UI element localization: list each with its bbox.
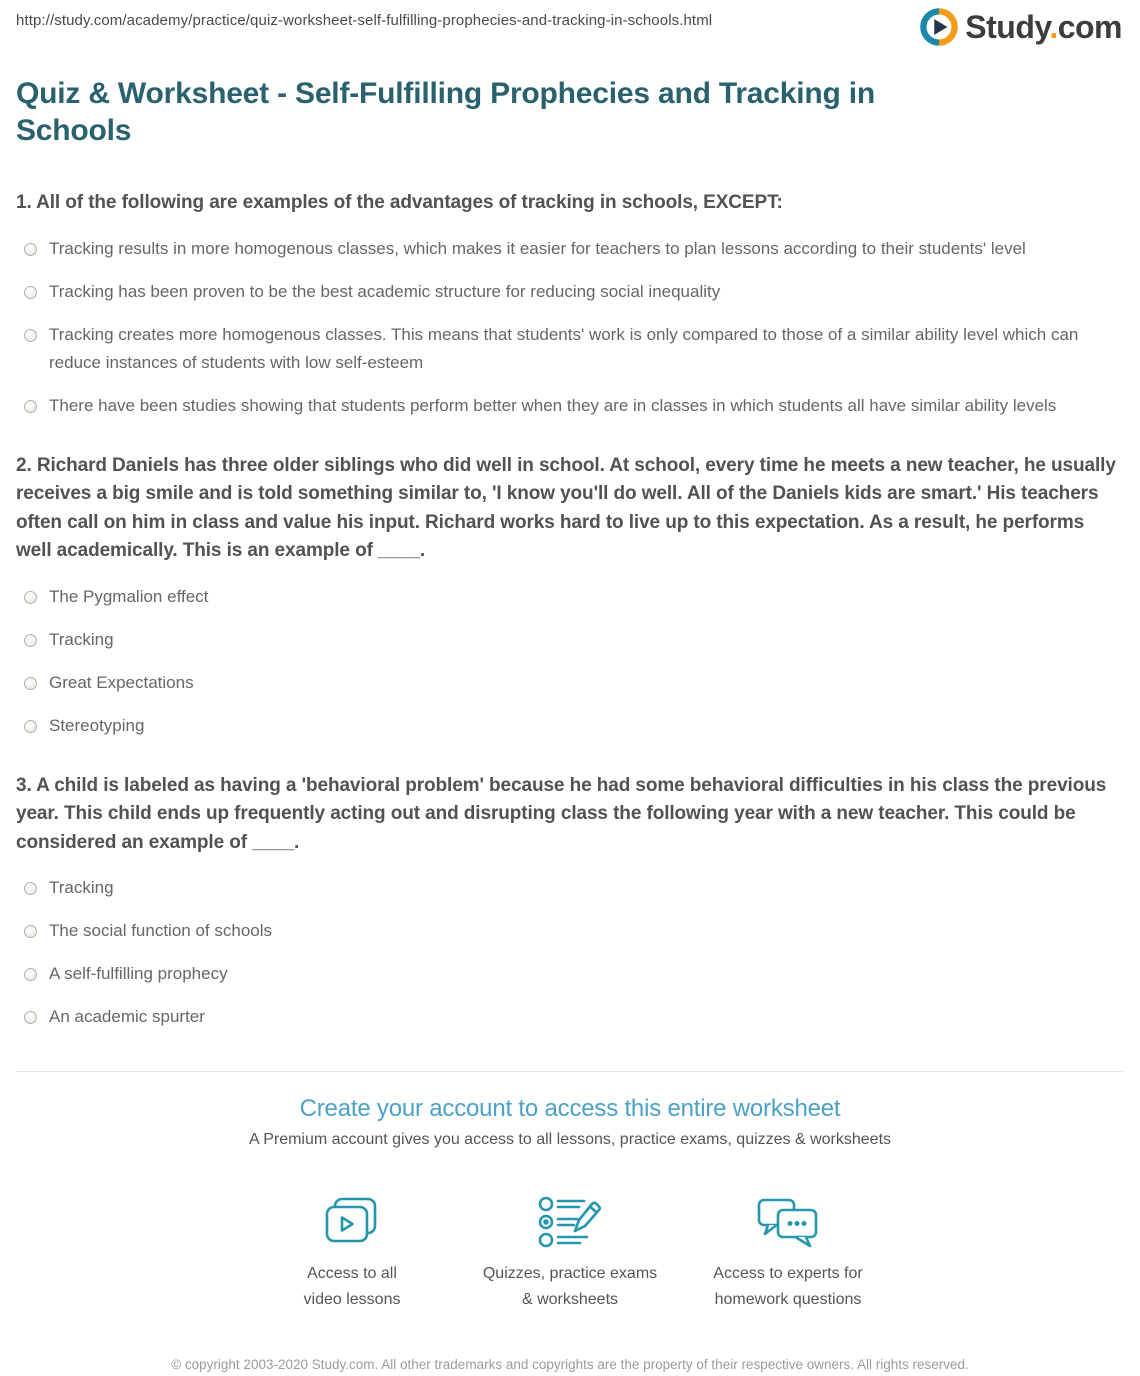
answer-option[interactable]: A self-fulfilling prophecy (16, 960, 1124, 988)
answer-option[interactable]: Tracking has been proven to be the best academic structure for reducing social inequality (16, 278, 1124, 306)
feature-list (16, 1189, 1124, 1313)
studycom-logo-icon (920, 8, 958, 46)
answer-option[interactable]: The social function of schools (16, 917, 1124, 945)
answer-option[interactable]: The Pygmalion effect (16, 583, 1124, 611)
radio-button[interactable] (24, 720, 37, 733)
page-title: Quiz & Worksheet - Self-Fulfilling Prophecies and Tracking in Schools (16, 77, 876, 147)
options-list (16, 874, 1124, 1031)
options-list (16, 235, 1124, 420)
question-prompt: 3. A child is labeled as having a 'behavioral problem' because he had some behavioral difficulties in his class the previous year. This child ends up frequently acting out and disrupting class the following year with a new teacher. This could be considered an example of ____. (16, 774, 1107, 853)
cta-heading: Create your account to access this entire worksheet (299, 1095, 841, 1122)
answer-option[interactable]: Tracking (16, 626, 1124, 654)
feature-label: Access to experts for homework questions (713, 1265, 863, 1308)
answer-option[interactable]: An academic spurter (16, 1003, 1124, 1031)
page-url: http://study.com/academy/practice/quiz-worksheet-self-fulfilling-prophecies-and-tracking-in-schools.html (16, 12, 713, 29)
radio-button[interactable] (24, 968, 37, 981)
radio-button[interactable] (24, 634, 37, 647)
chat-experts-icon (679, 1189, 897, 1251)
answer-option[interactable]: Tracking creates more homogenous classes. This means that students' work is only compared to those of a similar ability level which can reduce instances of students with low self-esteem (16, 321, 1124, 377)
feature-video-lessons (243, 1189, 461, 1313)
quiz-worksheet-icon (461, 1189, 679, 1251)
radio-button[interactable] (24, 329, 37, 342)
radio-button[interactable] (24, 1011, 37, 1024)
feature-label: Quizzes, practice exams & worksheets (482, 1265, 658, 1308)
section-divider (16, 1071, 1124, 1072)
studycom-logo[interactable] (920, 8, 1122, 46)
question-3 (16, 772, 1124, 1032)
studycom-logo-text: Study.com (965, 8, 1122, 45)
radio-button[interactable] (24, 400, 37, 413)
answer-option[interactable]: Tracking results in more homogenous classes, which makes it easier for teachers to plan lessons according to their students' level (16, 235, 1124, 263)
radio-button[interactable] (24, 243, 37, 256)
question-prompt: 2. Richard Daniels has three older siblings who did well in school. At school, every time he meets a new teacher, he usually receives a big smile and is told something similar to, 'I know you'll do well. All of the Daniels kids are smart.' His teachers often call on him in class and value his input. Richard works hard to live up to this expectation. As a result, he performs well academically. This is an example of ____. (16, 454, 1116, 561)
radio-button[interactable] (24, 925, 37, 938)
radio-button[interactable] (24, 882, 37, 895)
answer-option[interactable]: Great Expectations (16, 669, 1124, 697)
answer-option[interactable]: There have been studies showing that students perform better when they are in classes in which students all have similar ability levels (16, 392, 1124, 420)
radio-button[interactable] (24, 286, 37, 299)
question-1 (16, 189, 1124, 420)
question-2 (16, 452, 1124, 740)
question-prompt: 1. All of the following are examples of the advantages of tracking in schools, EXCEPT: (16, 192, 783, 213)
answer-option[interactable]: Stereotyping (16, 712, 1124, 740)
video-lessons-icon (243, 1189, 461, 1251)
cta-subheading: A Premium account gives you access to all lessons, practice exams, quizzes & worksheets (248, 1131, 892, 1148)
radio-button[interactable] (24, 591, 37, 604)
feature-expert-help (679, 1189, 897, 1313)
feature-quizzes-worksheets (461, 1189, 679, 1313)
answer-option[interactable]: Tracking (16, 874, 1124, 902)
copyright-text: © copyright 2003-2020 Study.com. All other trademarks and copyrights are the property of their respective owners. All rights reserved. (171, 1357, 969, 1372)
options-list (16, 583, 1124, 740)
feature-label: Access to all video lessons (303, 1265, 401, 1308)
radio-button[interactable] (24, 677, 37, 690)
